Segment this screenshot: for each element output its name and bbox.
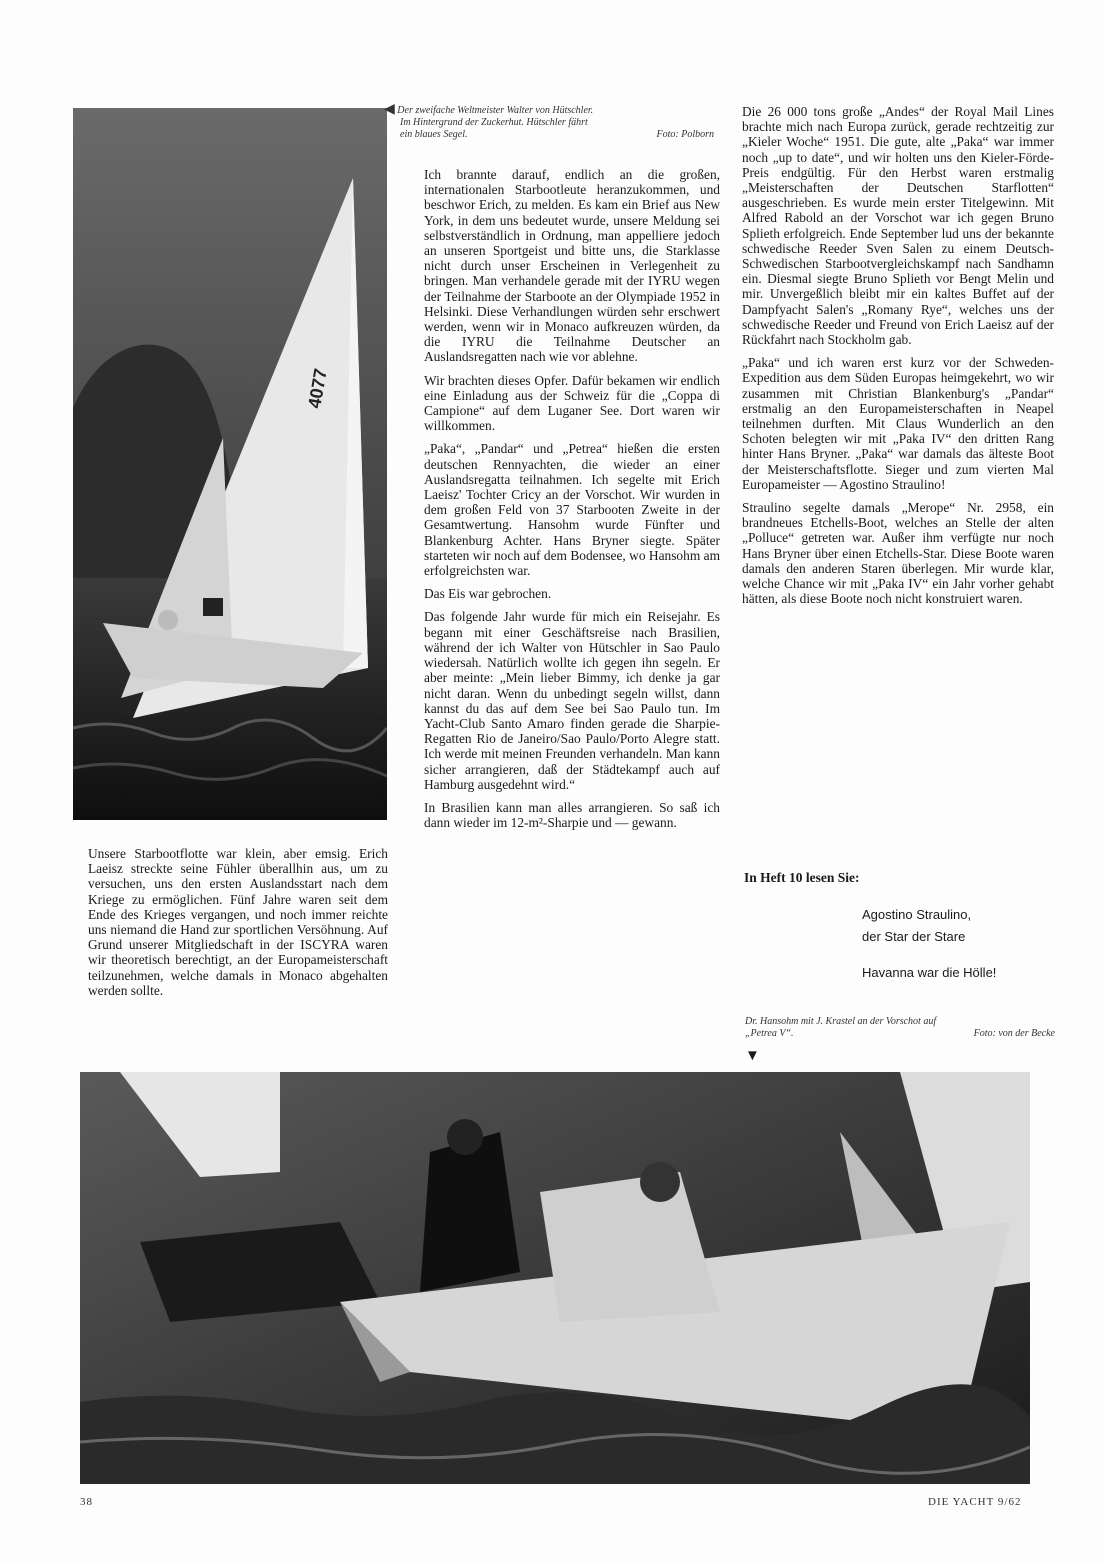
- sail-number: 4077: [304, 366, 331, 410]
- column-1: [88, 846, 388, 1006]
- column-3: [742, 104, 1054, 615]
- caption-top-credit: Foto: Polborn: [656, 129, 714, 140]
- preview-item2: Havanna war die Hölle!: [862, 965, 997, 980]
- col2-paragraph-4: Das Eis war gebrochen.: [424, 586, 552, 602]
- col2-paragraph-1: Ich brannte darauf, endlich an die großen, internationalen Starbootleute heranzukommen, und beschwor Erich, zu melden. Es kam ein Brief aus New York, in dem uns bedeutet wurde, unsere Meldung sei selbstverständlich in Ordnung, man appelliere jedoch an unseren Sportgeist und bitte uns, die Starklasse nicht durch unser Erscheinen in Verlegenheit zu bringen. Man verhandele gerade mit der IYRU wegen der Teilnahme der Starboote an der Olympiade 1952 in Helsinki. Diese Verhandlungen würden sehr erschwert werden, wenn wir in Monaco aufkreuzen würden, da die IYRU die Teilnahme Deutscher an Auslandsregatten nach wie vor ablehne.: [424, 167, 720, 365]
- col2-paragraph-6: In Brasilien kann man alles arrangieren. So saß ich dann wieder im 12-m²-Sharpie und — gewann.: [424, 799, 720, 831]
- preview-heading: In Heft 10 lesen Sie:: [744, 870, 860, 885]
- photo-star-boat: [73, 108, 387, 820]
- preview-item1-line2: der Star der Stare: [862, 929, 966, 944]
- col1-paragraph-1: Unsere Starbootflotte war klein, aber emsig. Erich Laeisz streckte seine Fühler überallhin aus, um zu versuchen, uns den ersten Auslandsstart nach dem Kriege zu ermöglichen. Fünf Jahre waren seit dem Ende des Krieges vergangen, und noch immer reichte uns niemand die Hand zur sportlichen Versöhnung. Auf Grund unserer Mitgliedschaft in der ISCYRA waren wir theoretisch berechtigt, an der Europameisterschaft teilzunehmen, welche damals in Monaco abgehalten werden sollte.: [88, 846, 388, 998]
- col2-paragraph-2: Wir brachten dieses Opfer. Dafür bekamen wir endlich eine Einladung aus der Schweiz für die „Coppa di Campione“ auf dem Luganer See. Dort waren wir willkommen.: [424, 372, 720, 434]
- col3-paragraph-3: Straulino segelte damals „Merope“ Nr. 2958, ein brandneues Etchells-Boot, welches an Stelle der alten „Polluce“ getreten war. Außer ihm verfügte nur noch Hans Bryner über einen Etchells-Star. Diese Boote waren damals den anderen Staren überlegen. Mir wurde klar, welche Chance wir mit „Paka IV“ ein Jahr vorher gehabt hätten, als diese Boote noch nicht konstruiert waren.: [742, 500, 1054, 607]
- caption-bottom-credit: Foto: von der Becke: [973, 1028, 1055, 1039]
- photo-petrea-v: [80, 1072, 1030, 1484]
- caption-bottom-photo: [745, 1016, 1055, 1040]
- caption-top-line3: ein blaues Segel.: [400, 129, 468, 140]
- magazine-issue: DIE YACHT 9/62: [928, 1496, 1022, 1508]
- preview-items: [862, 904, 1062, 984]
- column-2: [424, 167, 720, 838]
- col3-paragraph-2: „Paka“ und ich waren erst kurz vor der Schweden-Expedition aus dem Süden Europas heimgekehrt, wo wir zusammen mit Christian Blankenburg's „Pandar“ erstmalig an den Europameisterschaften in Neapel teilnehmen durften. Mit Claus Wunderlich an den Schoten belegten wir mit „Paka IV“ den dritten Rang hinter Hans Bryner. „Paka“ war damals das älteste Boot der Meisterschaftsflotte. Sieger und zum vierten Mal Europameister — Agostino Straulino!: [742, 355, 1054, 492]
- col2-paragraph-5: Das folgende Jahr wurde für mich ein Reisejahr. Es begann mit einer Geschäftsreise nach Brasilien, während der ich Walter von Hütschler in Sao Paulo wiedersah. Natürlich wollte ich gegen ihn segeln. Er aber meinte: „Mein lieber Bimmy, ich denke ja gar nicht daran. Wenn du unbedingt segeln willst, dann kannst du das auf dem See bei Sao Paulo tun. Im Yacht-Club Santo Amaro finden gerade die Sharpie-Regatten Rio de Janeiro/Sao Paulo/Porto Alegre statt. Ich werde mit meinen Freunden verhandeln. Man kann sicher arrangieren, daß der Städtekampf auch auf Hamburg ausgedehnt wird.“: [424, 609, 720, 792]
- page-number: 38: [80, 1496, 93, 1508]
- col2-paragraph-3: „Paka“, „Pandar“ und „Petrea“ hießen die ersten deutschen Rennyachten, die wieder an einer Auslandsregatta teilnahmen. Ich segelte mit Erich Laeisz' Tochter Cricy an der Vorschot. Wir wurden in dem großen Feld von 37 Starbooten Zweite in der Gesamtwertung. Hansohm wurde Fünfter und Blankenburg Achter. Hans Bryner siegte. Später starteten wir noch auf dem Bodensee, wo Hansohm am erfolgreichsten war.: [424, 441, 720, 579]
- col3-paragraph-1: Die 26 000 tons große „Andes“ der Royal Mail Lines brachte mich nach Europa zurück, gerade rechtzeitig zur „Kieler Woche“ 1951. Die gute, alte „Paka“ war immer noch „up to date“, und wir holten uns den Kieler-Förde-Preis endgültig. Für den Herbst waren erstmalig „Meisterschaften der Deutschen Starflotten“ ausgeschrieben. Es wurde mein erster Titelgewinn. Mit Alfred Rabold an der Vorschot war ich gegen Bruno Splieth erfolgreich. Ende September lud uns der bekannte schwedische Reeder Sven Salen zu einem Deutsch-Schwedischen Starbootvergleichskampf nach Sandhamn ein. Diesmal siegte Bruno Splieth vor Bengt Melin und mir. Unvergeßlich bleibt mir ein kaltes Buffet auf der Dampfyacht Salen's „Romany Rye“, welches uns der schwedische Reeder und Freund von Erich Laeisz auf der Rückfahrt nach Stockholm gab.: [742, 104, 1054, 348]
- caption-top-photo: [384, 104, 714, 141]
- down-arrow-icon: ▼: [745, 1048, 760, 1064]
- caption-bottom-line1: Dr. Hansohm mit J. Krastel an der Vorschot auf: [745, 1016, 937, 1027]
- preview-item1-line1: Agostino Straulino,: [862, 907, 972, 922]
- caption-top-line1: Der zweifache Weltmeister Walter von Hütschler.: [397, 105, 594, 116]
- caption-top-line2: Im Hintergrund der Zuckerhut. Hütschler fährt: [400, 117, 588, 128]
- left-arrow-icon: ◀: [384, 102, 395, 117]
- caption-bottom-line2: „Petrea V“.: [745, 1028, 794, 1039]
